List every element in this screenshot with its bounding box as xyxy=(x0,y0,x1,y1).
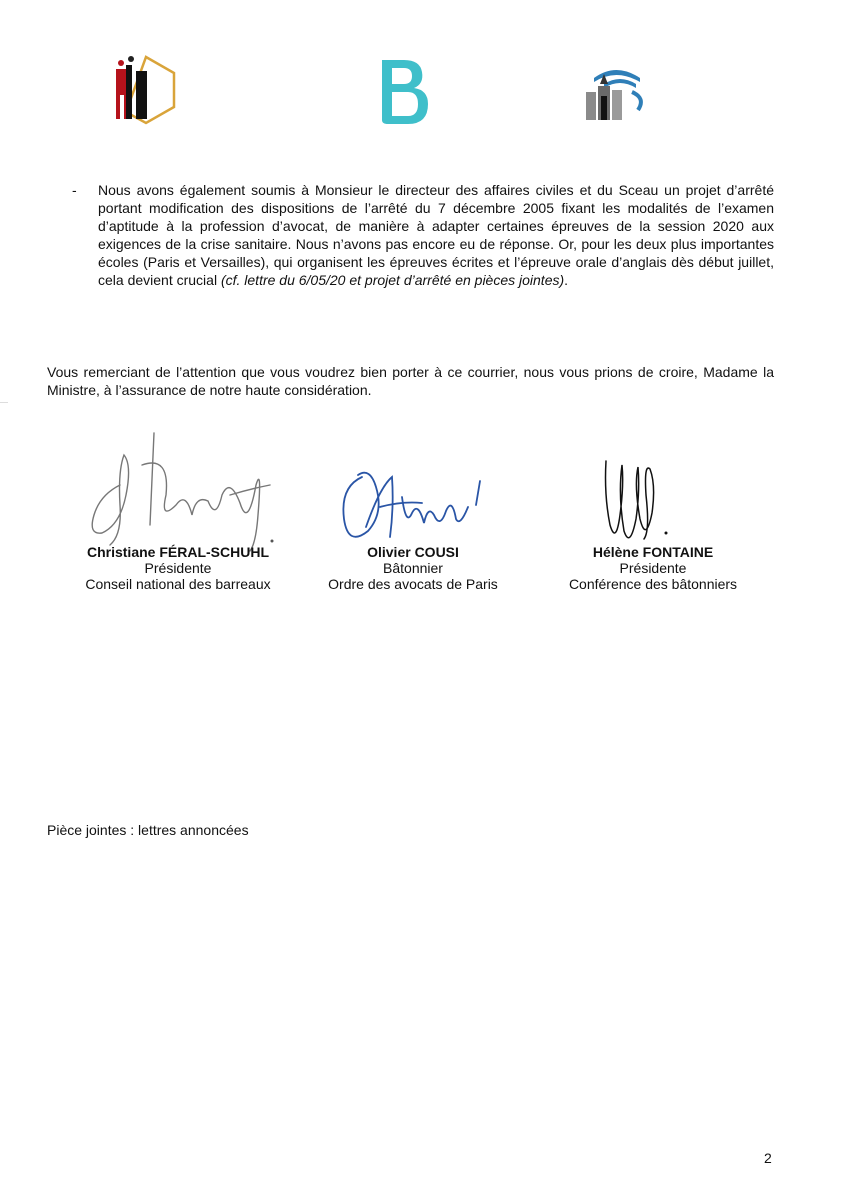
signatory-2-org: Ordre des avocats de Paris xyxy=(328,576,498,592)
signatory-3-title: Présidente xyxy=(619,560,687,576)
bullet-citation: (cf. lettre du 6/05/20 et projet d’arrêté en pièces jointes) xyxy=(220,272,565,288)
signature-feral-schuhl xyxy=(80,425,280,553)
bullet-end: . xyxy=(564,272,569,288)
signatory-1-org: Conseil national des barreaux xyxy=(85,576,271,592)
signature-cousi xyxy=(332,457,512,555)
cnb-logo xyxy=(112,55,178,125)
conference-batonniers-logo xyxy=(582,62,648,124)
signatory-1-title: Présidente xyxy=(144,560,212,576)
signatory-2 xyxy=(318,544,508,592)
signatory-3-org: Conférence des bâtonniers xyxy=(568,576,738,592)
signatory-2-title: Bâtonnier xyxy=(383,560,443,576)
closing-paragraph: Vous remerciant de l’attention que vous voudrez bien porter à ce courrier, nous vous prions de croire, Madame la Ministre, à l’assurance de notre haute considération. xyxy=(47,364,774,398)
signatory-1 xyxy=(68,544,288,592)
attachments-note: Pièce jointes : lettres annoncées xyxy=(47,822,249,838)
margin-mark xyxy=(0,402,8,403)
signatory-3 xyxy=(548,544,758,592)
signatory-1-name: Christiane FÉRAL-SCHUHL xyxy=(86,544,269,560)
signatory-3-name: Hélène FONTAINE xyxy=(592,544,714,560)
bullet-paragraph xyxy=(98,181,774,289)
page-number: 2 xyxy=(764,1150,772,1166)
bullet-body: Nous avons également soumis à Monsieur le directeur des affaires civiles et du Sceau un projet d’arrêté portant modification des dispositions de l’arrêté du 7 décembre 2005 fixant les modalités de l’examen d’aptitude à la profession d’avocat, de manière à adapter certaines épreuves de la session 2020 aux exigences de la crise sanitaire. Nous n’avons pas encore eu de réponse. Or, pour les deux plus importantes écoles (Paris et Versailles), qui organisent les épreuves écrites et l’épreuve orale d’anglais dès début juillet, cela devient crucial xyxy=(98,182,774,288)
bullet-marker: - xyxy=(72,182,77,198)
barreau-b-logo xyxy=(378,58,432,126)
signatory-2-name: Olivier COUSI xyxy=(367,544,459,560)
signature-fontaine xyxy=(594,455,674,553)
